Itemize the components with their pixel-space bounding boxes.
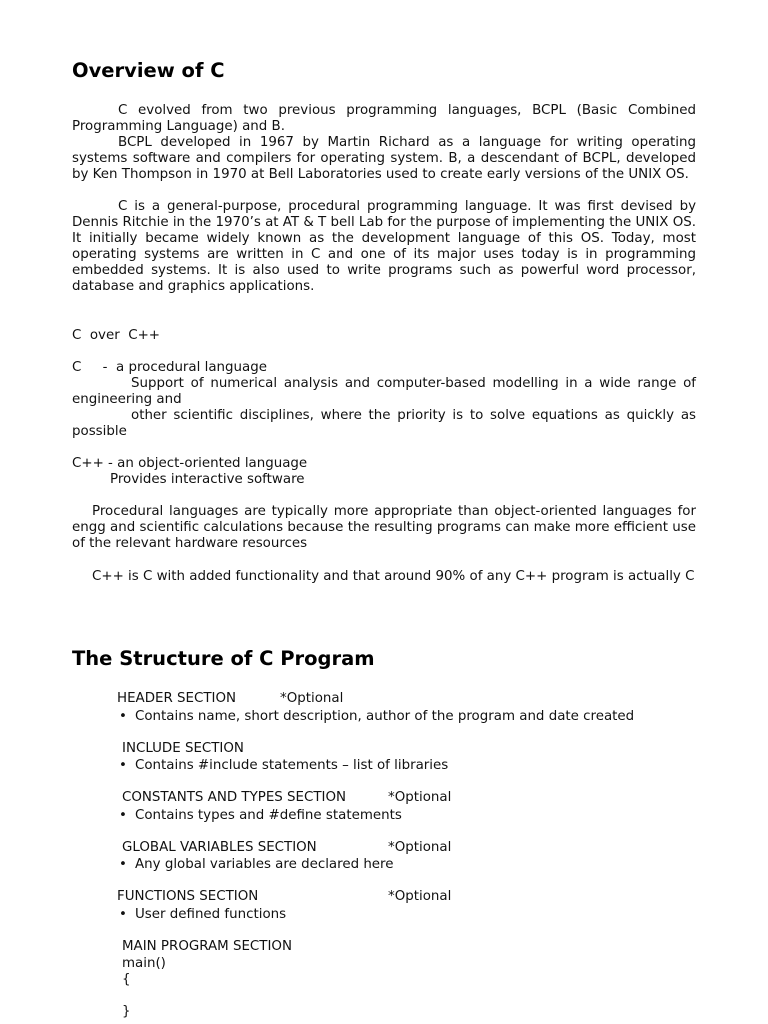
overview-title: Overview of C — [72, 59, 225, 82]
cpp-oo-line: C++ - an object-oriented language — [72, 456, 308, 471]
c-over-cpp-heading: C over C++ — [72, 328, 161, 343]
main-code-signature: main() — [122, 956, 166, 971]
list-item: • Contains types and #define statements — [119, 808, 402, 823]
structure-title: The Structure of C Program — [72, 647, 375, 670]
section-label-functions: FUNCTIONS SECTION — [117, 889, 259, 904]
overview-paragraph-1: C evolved from two previous programming languages, BCPL (Basic Combined Programming Language) and B. — [72, 103, 696, 134]
bullet-icon: • — [119, 758, 127, 773]
c-detail-1: Support of numerical analysis and computer-based modelling in a wide range of engineering and — [72, 376, 696, 407]
section-note-functions: *Optional — [388, 889, 452, 904]
c-detail-2: other scientific disciplines, where the priority is to solve equations as quickly as possible — [72, 408, 696, 439]
overview-paragraph-2: BCPL developed in 1967 by Martin Richard as a language for writing operating systems software and compilers for operating system. B, a descendant of BCPL, developed by Ken Thompson in 1970 at Bell Laboratories used to create early versions of the UNIX OS. — [72, 135, 696, 182]
list-item: • Contains #include statements – list of libraries — [119, 758, 449, 773]
list-item: • User defined functions — [119, 907, 287, 922]
main-code-close-brace: } — [122, 1004, 131, 1019]
section-note-constants: *Optional — [388, 790, 452, 805]
bullet-icon: • — [119, 709, 127, 724]
cpp-paragraph: C++ is C with added functionality and that around 90% of any C++ program is actually C — [92, 569, 695, 584]
c-procedural-line: C - a procedural language — [72, 360, 267, 375]
section-label-include: INCLUDE SECTION — [122, 741, 244, 756]
procedural-paragraph: Procedural languages are typically more appropriate than object-oriented languages for engg and scientific calculations because the resulting programs can make more efficient use of the relevant hardware resources — [72, 504, 696, 551]
list-item: • Contains name, short description, author of the program and date created — [119, 709, 635, 724]
bullet-icon: • — [119, 808, 127, 823]
section-label-header: HEADER SECTION — [117, 691, 237, 706]
main-code-open-brace: { — [122, 972, 131, 987]
list-item: • Any global variables are declared here — [119, 857, 394, 872]
section-note-header: *Optional — [280, 691, 344, 706]
overview-paragraph-3: C is a general-purpose, procedural programming language. It was first devised by Dennis Ritchie in the 1970’s at AT & T bell Lab for the purpose of implementing the UNIX OS. It initially became widely known as the development language of this OS. Today, most operating systems are written in C and one of its major uses today is in programming embedded systems. It is also used to write programs such as powerful word processor, database and graphics applications. — [72, 199, 696, 294]
bullet-icon: • — [119, 907, 127, 922]
bullet-icon: • — [119, 857, 127, 872]
cpp-detail: Provides interactive software — [110, 472, 305, 487]
section-note-globals: *Optional — [388, 840, 452, 855]
section-label-globals: GLOBAL VARIABLES SECTION — [122, 840, 317, 855]
section-label-main: MAIN PROGRAM SECTION — [122, 939, 292, 954]
section-label-constants: CONSTANTS AND TYPES SECTION — [122, 790, 347, 805]
